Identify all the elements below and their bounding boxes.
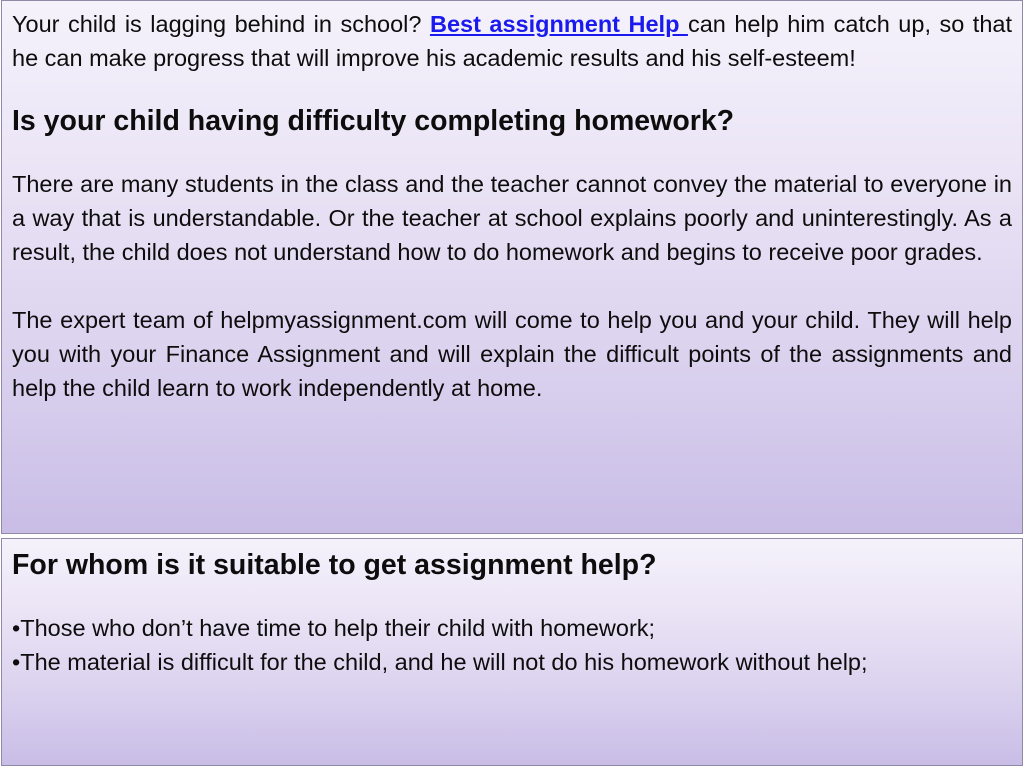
homework-difficulty-heading: Is your child having difficulty completing homework?: [12, 105, 735, 137]
suitability-heading: For whom is it suitable to get assignment help?: [12, 549, 657, 581]
list-item: •The material is difficult for the child, and he will not do his homework without help;: [12, 649, 868, 675]
intro-text-after: can help him catch up, so that he can make progress that will improve his academic results and his self-esteem!: [12, 11, 1012, 71]
intro-paragraph: [12, 7, 1012, 75]
list-item: •Those who don’t have time to help their child with homework;: [12, 615, 656, 641]
best-assignment-help-link[interactable]: Best assignment Help: [429, 11, 688, 37]
expert-team-paragraph: The expert team of helpmyassignment.com will come to help you and your child. They will help you with your Finance Assignment and will explain the difficult points of the assignments and help the child learn to work independently at home.: [12, 307, 1012, 401]
bottom-content-panel: [1, 538, 1023, 766]
suitability-list: [12, 611, 1012, 679]
students-paragraph: There are many students in the class and the teacher cannot convey the material to everyone in a way that is understandable. Or the teacher at school explains poorly and uninterestingly. As a result, the child does not understand how to do homework and begins to receive poor grades.: [12, 171, 1012, 265]
intro-text-before: Your child is lagging behind in school?: [12, 11, 430, 37]
top-content-panel: [1, 0, 1023, 534]
